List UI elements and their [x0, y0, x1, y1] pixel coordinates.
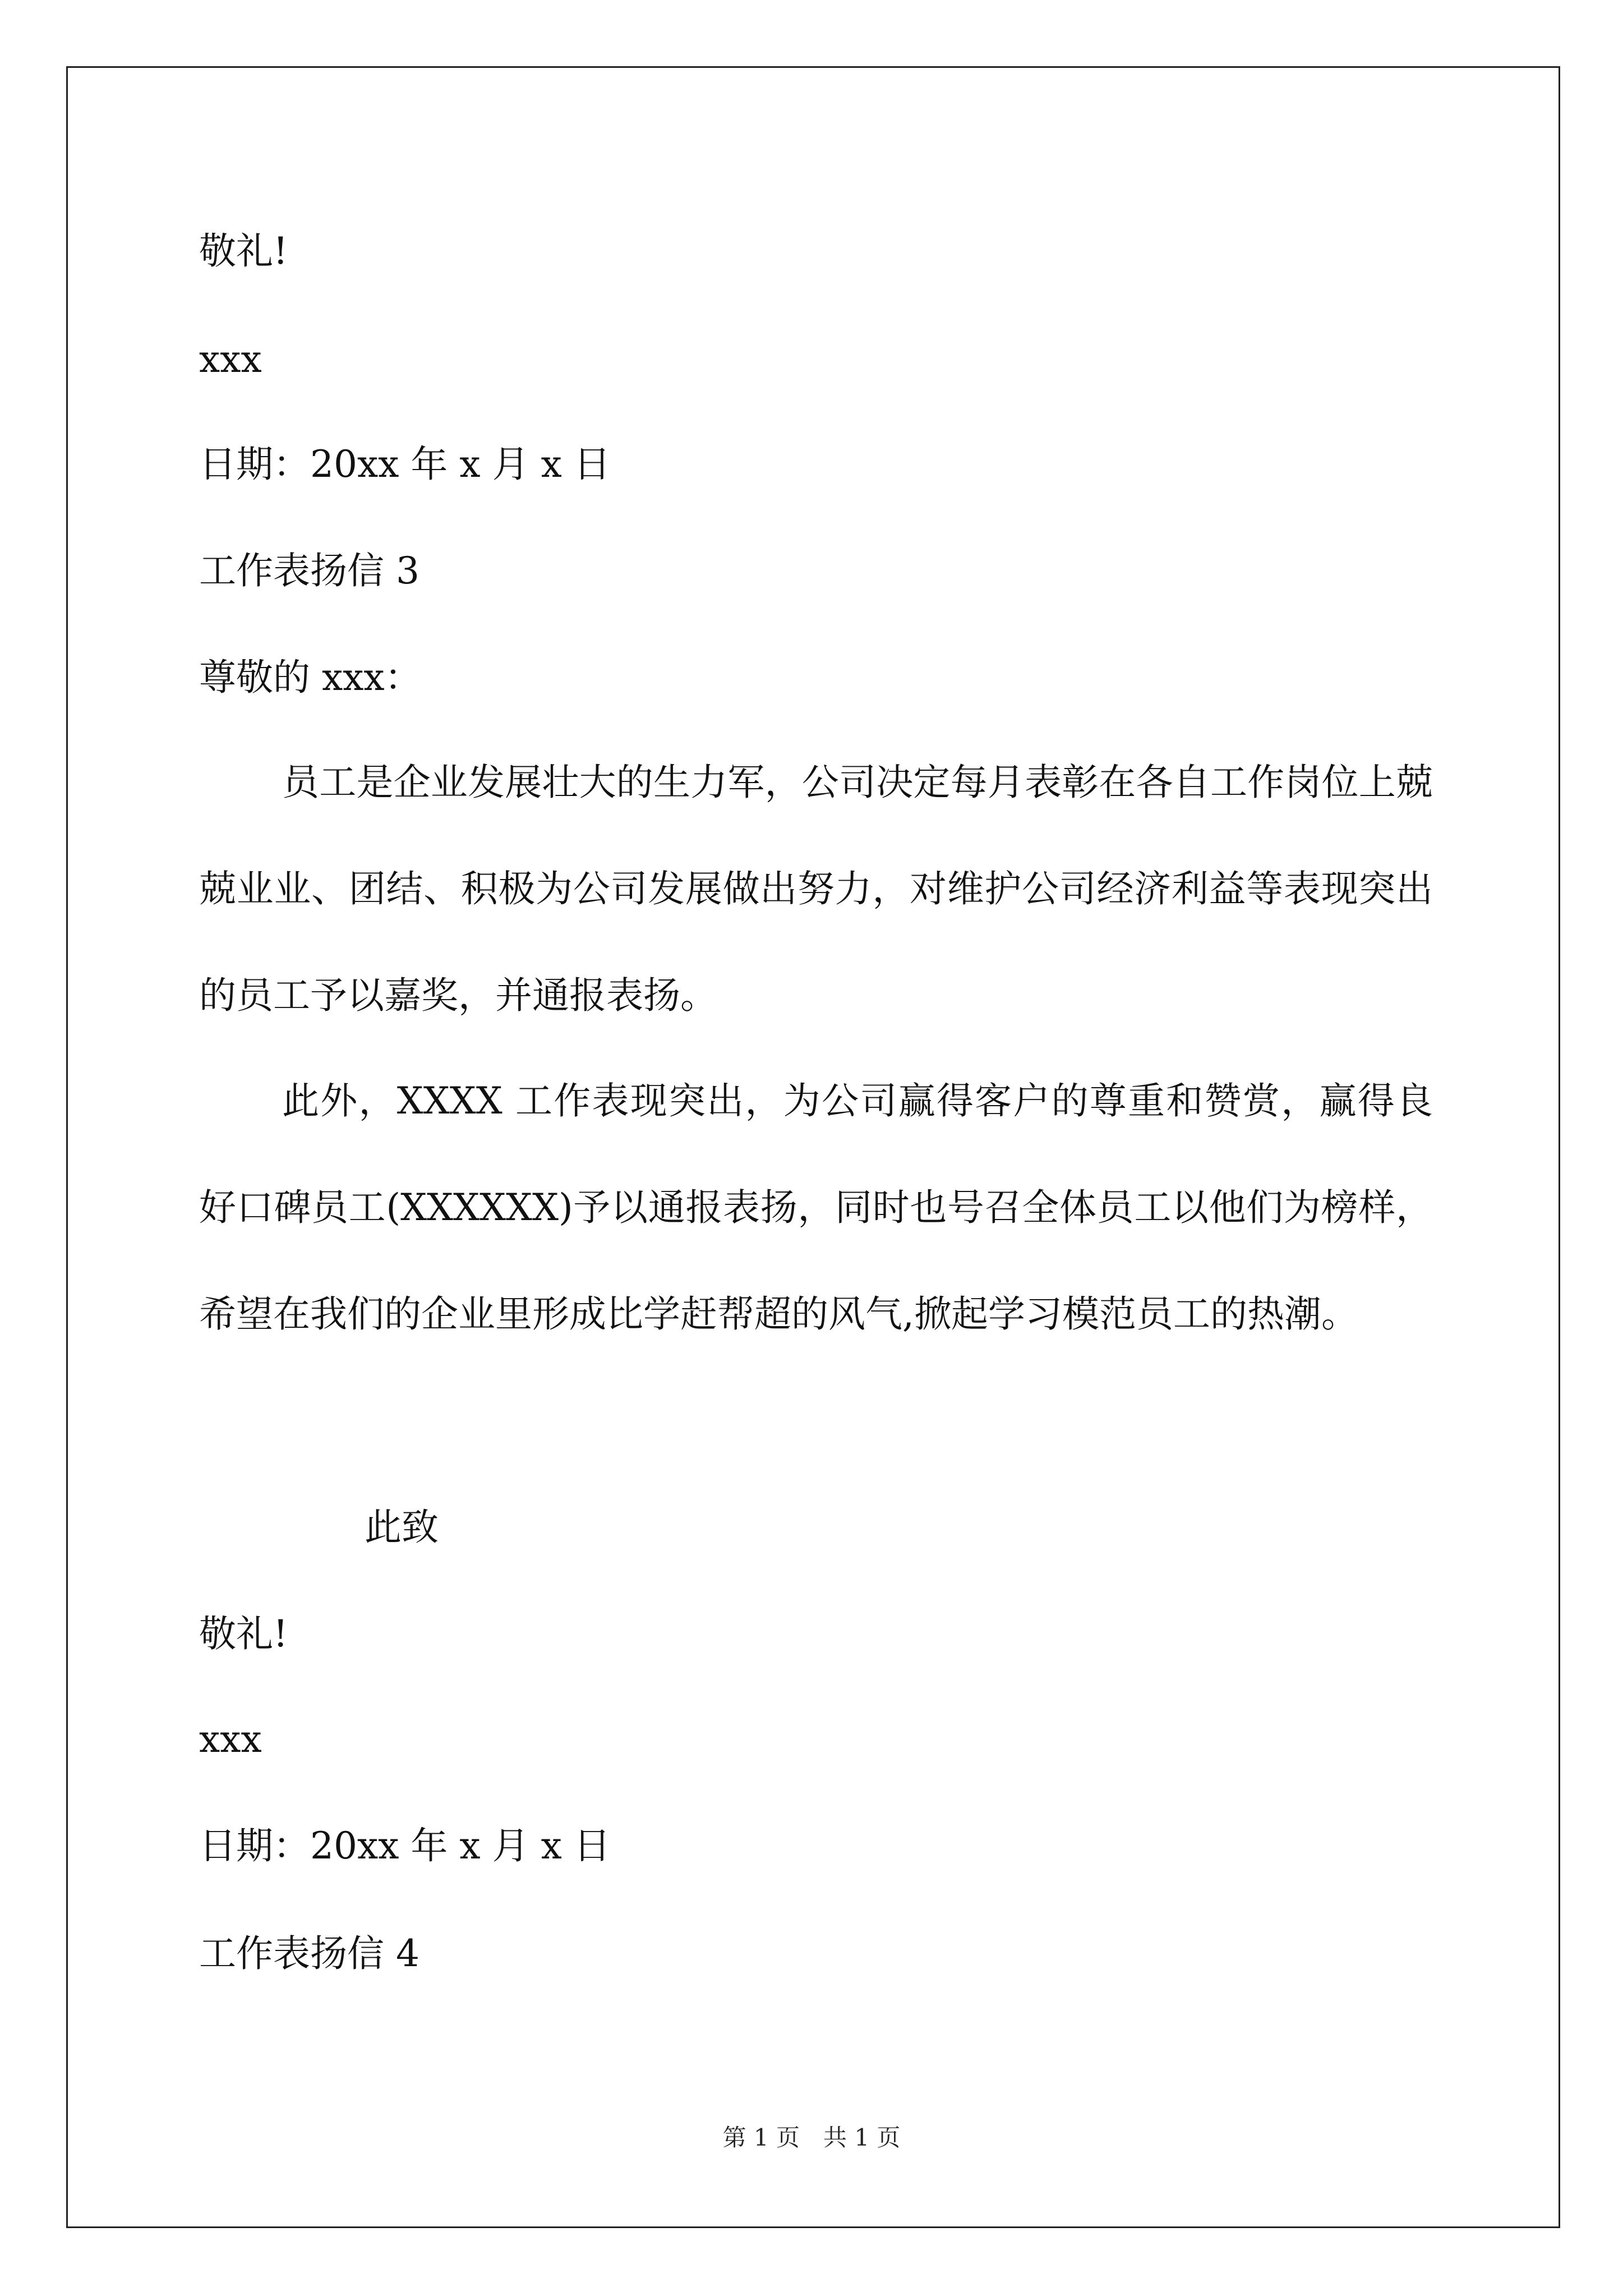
body-paragraph-2: 此外，XXXX 工作表现突出，为公司赢得客户的尊重和赞赏，赢得良好口碑员工(XXXXXX)予以通报表扬，同时也号召全体员工以他们为榜样， 希望在我们的企业里形成比学赶帮超的风气,掀起学习模范员工的热潮。 [199, 1079, 1433, 1336]
salutation-close: 敬礼! [199, 229, 288, 273]
body-paragraph-1: 员工是企业发展壮大的生力军，公司决定每月表彰在各自工作岗位上兢兢业业、团结、积极为公司发展做出努力，对维护公司经济利益等表现突出的员工予以嘉奖，并通报表扬。 [199, 761, 1433, 1017]
closing-phrase: 此致 [365, 1506, 439, 1549]
salutation-close: 敬礼! [199, 1612, 288, 1655]
letter-heading: 工作表扬信 3 [199, 549, 419, 592]
signature: xxx [199, 1718, 262, 1761]
date-line: 日期：20xx 年 x 月 x 日 [199, 443, 611, 486]
greeting: 尊敬的 xxx： [199, 656, 422, 699]
page-footer: 第 1 页 共 1 页 [722, 2124, 901, 2151]
letter-heading: 工作表扬信 4 [199, 1932, 419, 1975]
signature: xxx [199, 338, 262, 381]
date-line: 日期：20xx 年 x 月 x 日 [199, 1824, 611, 1867]
